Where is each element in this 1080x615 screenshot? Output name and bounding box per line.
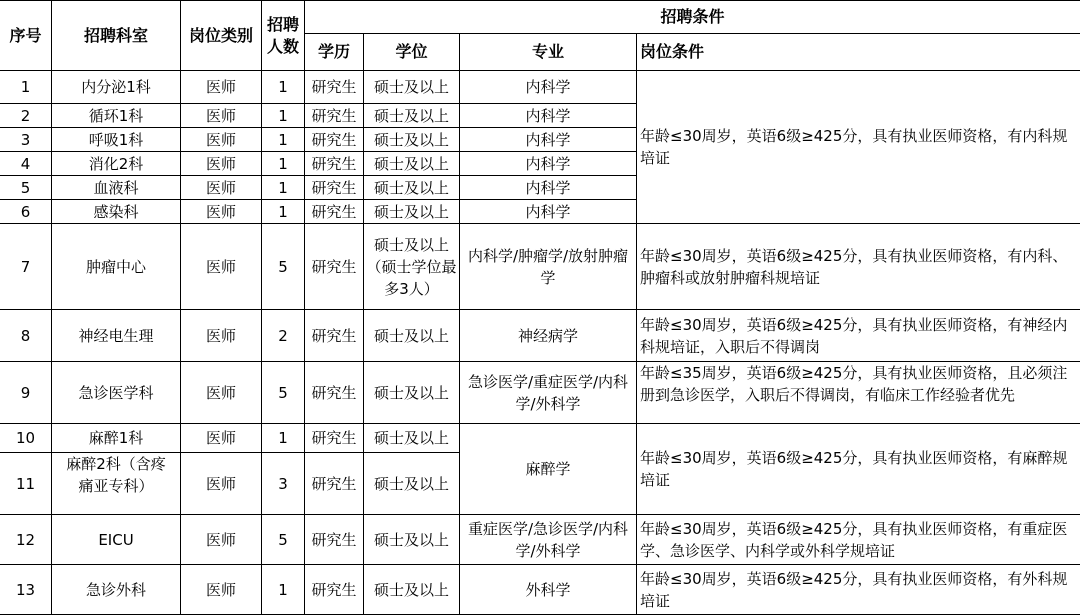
cell-education: 研究生: [305, 224, 364, 310]
cell-major: 内科学: [460, 128, 637, 152]
cell-dept: 急诊医学科: [52, 362, 181, 424]
cell-requirement-text: 年龄≤35周岁，英语6级≥425分，具有执业医师资格，且必须注册到急诊医学，入职后不得调岗，有临床工作经验者优先: [640, 362, 1078, 406]
cell-major-merged-10-11: 麻醉学: [460, 424, 637, 515]
cell-education: 研究生: [305, 424, 364, 453]
cell-count: 1: [262, 424, 305, 453]
cell-major: 内科学: [460, 176, 637, 200]
cell-dept: 麻醉1科: [52, 424, 181, 453]
cell-education: 研究生: [305, 515, 364, 565]
cell-category: 医师: [181, 362, 262, 424]
cell-seq: 2: [0, 104, 52, 128]
cell-education: 研究生: [305, 104, 364, 128]
cell-major: 内科学/肿瘤学/放射肿瘤学: [460, 224, 637, 310]
cell-count: 5: [262, 515, 305, 565]
cell-category: 医师: [181, 71, 262, 104]
cell-major: 内科学: [460, 200, 637, 224]
cell-dept: 呼吸1科: [52, 128, 181, 152]
cell-dept: 感染科: [52, 200, 181, 224]
cell-major: 内科学: [460, 71, 637, 104]
cell-education: 研究生: [305, 71, 364, 104]
cell-count: 1: [262, 565, 305, 615]
header-count: 招聘人数: [262, 1, 305, 71]
cell-category: 医师: [181, 515, 262, 565]
cell-category: 医师: [181, 200, 262, 224]
cell-dept: 内分泌1科: [52, 71, 181, 104]
cell-count: 2: [262, 310, 305, 362]
cell-requirement: 年龄≤30周岁，英语6级≥425分，具有执业医师资格，有重症医学、急诊医学、内科学或外科学规培证: [637, 515, 1080, 565]
cell-major: 重症医学/急诊医学/内科学/外科学: [460, 515, 637, 565]
cell-education: 研究生: [305, 152, 364, 176]
cell-seq: 7: [0, 224, 52, 310]
cell-degree: 硕士及以上: [364, 104, 460, 128]
header-category: 岗位类别: [181, 1, 262, 71]
table-row: [0, 515, 1080, 565]
cell-dept: 肿瘤中心: [52, 224, 181, 310]
cell-degree: 硕士及以上: [364, 362, 460, 424]
cell-seq: 8: [0, 310, 52, 362]
cell-count: 1: [262, 71, 305, 104]
cell-major: 内科学: [460, 104, 637, 128]
table-row: [0, 565, 1080, 615]
cell-seq: 1: [0, 71, 52, 104]
table-row: [0, 71, 1080, 104]
cell-dept-text: 麻醉2科（含疼痛亚专科）: [66, 453, 166, 497]
cell-education: 研究生: [305, 565, 364, 615]
cell-count: 1: [262, 104, 305, 128]
cell-category: 医师: [181, 424, 262, 453]
cell-count: 1: [262, 200, 305, 224]
cell-requirement: 年龄≤30周岁，英语6级≥425分，具有执业医师资格，有内科、肿瘤科或放射肿瘤科规培证: [637, 224, 1080, 310]
cell-seq: 4: [0, 152, 52, 176]
cell-category: 医师: [181, 453, 262, 515]
cell-category: 医师: [181, 565, 262, 615]
table-row: [0, 310, 1080, 362]
cell-seq: 5: [0, 176, 52, 200]
header-dept: 招聘科室: [52, 1, 181, 71]
cell-requirement: 年龄≤30周岁，英语6级≥425分，具有执业医师资格，有外科规培证: [637, 565, 1080, 615]
cell-degree: 硕士及以上: [364, 152, 460, 176]
cell-dept: [52, 453, 181, 515]
header-seq: 序号: [0, 1, 52, 71]
header-major: 专业: [460, 34, 637, 71]
cell-major: 神经病学: [460, 310, 637, 362]
cell-education: 研究生: [305, 200, 364, 224]
cell-dept: 循环1科: [52, 104, 181, 128]
cell-degree: 硕士及以上: [364, 310, 460, 362]
cell-education: 研究生: [305, 453, 364, 515]
cell-category: 医师: [181, 176, 262, 200]
cell-category: 医师: [181, 310, 262, 362]
cell-count: 5: [262, 224, 305, 310]
cell-degree: 硕士及以上: [364, 424, 460, 453]
cell-count: 1: [262, 152, 305, 176]
cell-education: 研究生: [305, 310, 364, 362]
cell-count: 1: [262, 176, 305, 200]
cell-requirement: [637, 362, 1080, 424]
cell-count: 3: [262, 453, 305, 515]
cell-requirement-merged-1-6: 年龄≤30周岁，英语6级≥425分，具有执业医师资格，有内科规培证: [637, 71, 1080, 224]
table-row: [0, 424, 1080, 453]
cell-dept: 神经电生理: [52, 310, 181, 362]
header-conditions: 招聘条件: [305, 1, 1080, 34]
cell-education: 研究生: [305, 128, 364, 152]
cell-degree: 硕士及以上: [364, 176, 460, 200]
cell-degree: 硕士及以上: [364, 565, 460, 615]
cell-seq: 11: [0, 453, 52, 515]
cell-seq: 13: [0, 565, 52, 615]
cell-dept: 消化2科: [52, 152, 181, 176]
cell-dept: 急诊外科: [52, 565, 181, 615]
cell-degree: 硕士及以上: [364, 515, 460, 565]
cell-requirement: 年龄≤30周岁，英语6级≥425分，具有执业医师资格，有神经内科规培证，入职后不得调岗: [637, 310, 1080, 362]
table-row: [0, 362, 1080, 424]
cell-degree: 硕士及以上: [364, 71, 460, 104]
cell-education: 研究生: [305, 362, 364, 424]
cell-category: 医师: [181, 152, 262, 176]
cell-degree: 硕士及以上（硕士学位最多3人）: [364, 224, 460, 310]
cell-category: 医师: [181, 224, 262, 310]
cell-category: 医师: [181, 104, 262, 128]
cell-seq: 6: [0, 200, 52, 224]
cell-dept: 血液科: [52, 176, 181, 200]
cell-count: 1: [262, 128, 305, 152]
header-education: 学历: [305, 34, 364, 71]
cell-seq: 9: [0, 362, 52, 424]
cell-major: 内科学: [460, 152, 637, 176]
cell-seq: 10: [0, 424, 52, 453]
cell-requirement-merged-10-11: 年龄≤30周岁，英语6级≥425分，具有执业医师资格，有麻醉规培证: [637, 424, 1080, 515]
cell-seq: 3: [0, 128, 52, 152]
cell-major: 外科学: [460, 565, 637, 615]
header-requirements: 岗位条件: [637, 34, 1080, 71]
cell-degree: 硕士及以上: [364, 200, 460, 224]
header-degree: 学位: [364, 34, 460, 71]
cell-education: 研究生: [305, 176, 364, 200]
cell-seq: 12: [0, 515, 52, 565]
cell-degree: 硕士及以上: [364, 128, 460, 152]
cell-category: 医师: [181, 128, 262, 152]
table-row: [0, 224, 1080, 310]
cell-major: 急诊医学/重症医学/内科学/外科学: [460, 362, 637, 424]
cell-degree: 硕士及以上: [364, 453, 460, 515]
cell-dept: EICU: [52, 515, 181, 565]
cell-count: 5: [262, 362, 305, 424]
